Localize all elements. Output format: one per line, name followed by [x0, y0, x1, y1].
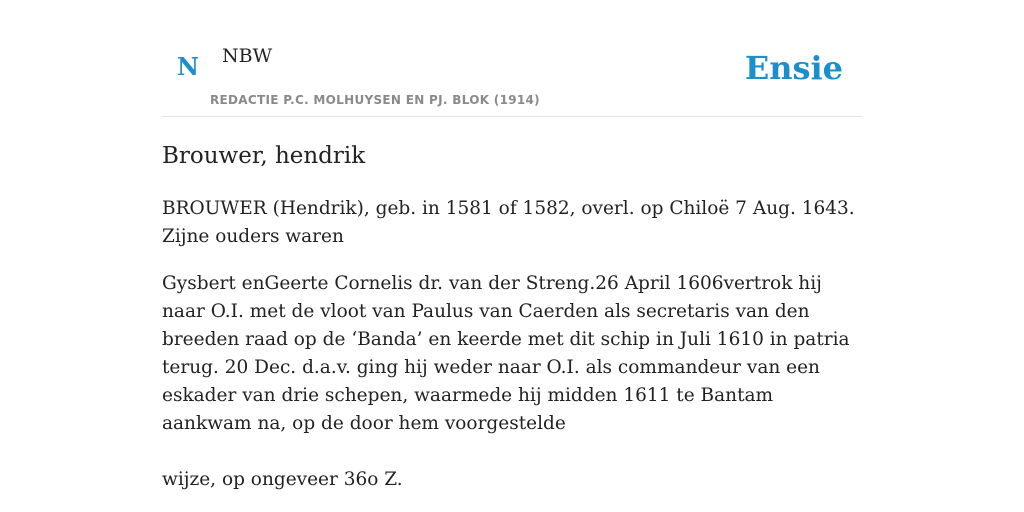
- page-title: Brouwer, hendrik: [162, 143, 366, 169]
- source-header: [162, 0, 862, 117]
- article-paragraph: wijze, op ongeveer 36o Z.: [162, 468, 403, 490]
- brand-logo[interactable]: Ensie: [744, 49, 843, 87]
- source-logo[interactable]: N: [177, 52, 199, 81]
- document-page: [162, 0, 862, 494]
- source-name[interactable]: NBW: [222, 45, 273, 67]
- article-paragraph: Gysbert enGeerte Cornelis dr. van der Streng.26 April 1606vertrok hij naar O.I. met de vloot van Paulus van Caerden als secretaris van den breeden raad op de ‘Banda’ en keerde met dit schip in Juli 1610 in patria terug. 20 Dec. d.a.v. ging hij weder naar O.I. als commandeur van een eskader van drie schepen, waarmede hij midden 1611 te Bantam aankwam na, op de door hem voorgestelde: [162, 272, 850, 434]
- article-paragraph: BROUWER (Hendrik), geb. in 1581 of 1582, overl. op Chiloë 7 Aug. 1643. Zijne ouders waren: [162, 197, 855, 247]
- source-editors: REDACTIE P.C. MOLHUYSEN EN PJ. BLOK (1914): [210, 93, 540, 107]
